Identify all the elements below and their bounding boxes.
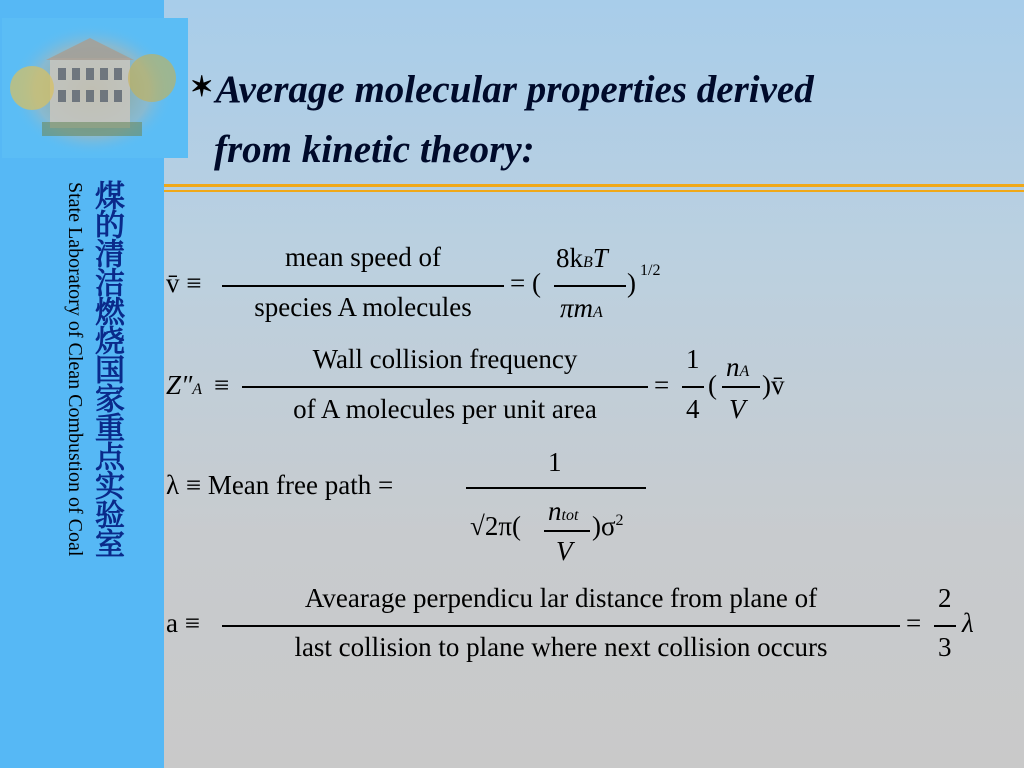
eq2-n: nA: [726, 352, 750, 382]
divider-rule-thin: [164, 190, 1024, 192]
eq3-n-bar: [544, 530, 590, 532]
eq2-denominator: of A molecules per unit area: [293, 394, 597, 424]
eq2-n-bar: [722, 386, 760, 388]
title-line-1: Average molecular properties derived: [215, 68, 814, 111]
eq2-numerator: Wall collision frequency: [312, 344, 578, 374]
eq4-two-thirds-bar: [934, 625, 956, 627]
eq1-equals: = (: [510, 268, 541, 298]
eq1-rhs-numerator: 8kBT: [556, 243, 608, 273]
eq2-fraction-bar: [242, 386, 648, 388]
eq3-V: V: [556, 536, 573, 566]
divider-rule: [164, 184, 1024, 187]
slide-title: [190, 62, 1010, 178]
title-line-2: from kinetic theory:: [214, 128, 535, 171]
eq1-lhs: v̄ ≡: [166, 268, 202, 298]
eq1-close-paren: ): [627, 268, 636, 298]
eq3-fraction-bar: [466, 487, 646, 489]
eq2-equiv: ≡: [214, 370, 230, 400]
eq3-den-a: √2π(: [470, 511, 521, 541]
eq3-lhs: λ ≡ Mean free path =: [166, 470, 394, 500]
building-photo-logo: [2, 18, 188, 158]
eq4-lhs: a ≡: [166, 608, 200, 638]
eq3-n: ntot: [548, 496, 579, 526]
eq4-lambda: λ: [962, 608, 974, 638]
eq4-denominator: last collision to plane where next collision occurs: [294, 632, 828, 662]
eq2-close: )v̄: [762, 370, 785, 400]
eq2-V: V: [729, 394, 746, 424]
star-bullet-icon: ✶: [190, 72, 214, 103]
eq4-two: 2: [938, 583, 952, 613]
eq2-equals: =: [654, 370, 670, 400]
eq2-four: 4: [686, 394, 700, 424]
eq3-den-b: )$\sigma^2$: [592, 511, 624, 541]
eq2-quarter-bar: [682, 386, 704, 388]
sidebar: [0, 0, 164, 768]
eq4-numerator: Avearage perpendicu lar distance from plane of: [304, 583, 818, 613]
lab-name-english: State Laboratory of Clean Combustion of Coal: [64, 182, 86, 557]
eq1-denominator: species A molecules: [254, 292, 472, 322]
eq2-lhs: Z″A: [166, 370, 203, 400]
eq2-open-paren: (: [708, 370, 717, 400]
eq1-numerator: mean speed of: [285, 242, 441, 272]
eq4-equals: =: [906, 608, 922, 638]
eq4-fraction-bar: [222, 625, 900, 627]
eq3-numerator: 1: [548, 447, 562, 477]
eq1-rhs-fraction-bar: [554, 285, 626, 287]
eq1-rhs-denominator: πmA: [560, 293, 603, 323]
eq1-fraction-bar: [222, 285, 504, 287]
lab-name-chinese: 煤的清洁燃烧国家重点实验室: [89, 180, 124, 557]
eq1-exponent: 1/2: [640, 262, 661, 279]
eq4-three: 3: [938, 632, 952, 662]
eq2-one: 1: [686, 344, 700, 374]
